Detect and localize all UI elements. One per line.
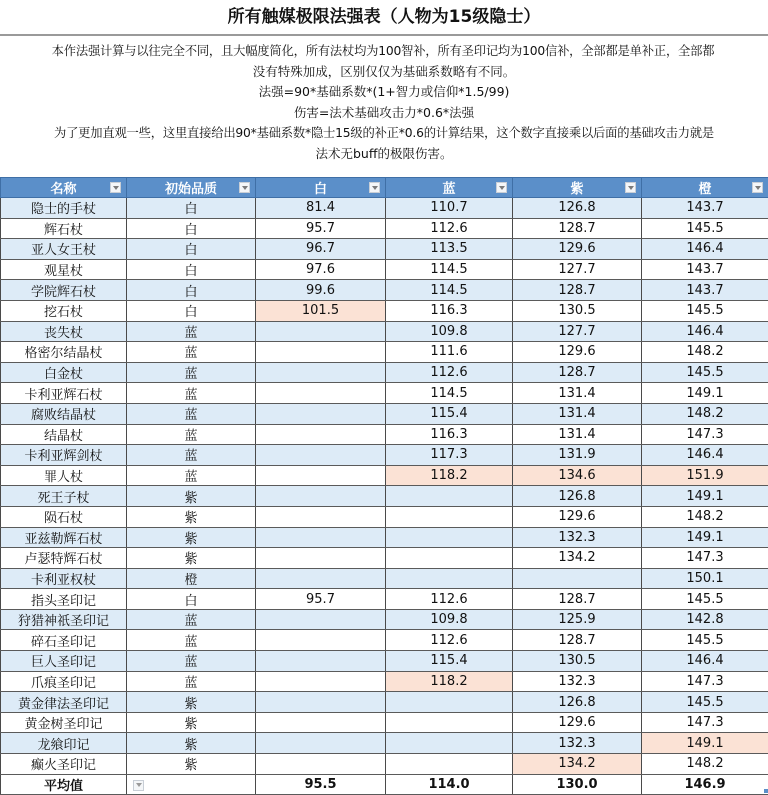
cell-purple[interactable]: 128.7: [513, 280, 642, 301]
cell-purple[interactable]: 128.7: [513, 362, 642, 383]
cell-blue[interactable]: 115.4: [386, 403, 513, 424]
cell-orange[interactable]: 142.8: [642, 609, 768, 630]
cell-blue[interactable]: [386, 712, 513, 733]
cell-white[interactable]: [256, 486, 386, 507]
cell-white[interactable]: 99.6: [256, 280, 386, 301]
cell-purple[interactable]: 125.9: [513, 609, 642, 630]
chevron-down-icon: [372, 186, 378, 190]
cell-quality[interactable]: 白: [127, 218, 256, 239]
cell-white[interactable]: [256, 671, 386, 692]
cell-white[interactable]: [256, 548, 386, 569]
cell-purple[interactable]: 132.3: [513, 527, 642, 548]
description-line: 为了更加直观一些，这里直接给出90*基础系数*隐士15级的补正*0.6的计算结果，这个数字直接乘以后面的基础攻击力就是: [0, 123, 768, 144]
cell-white[interactable]: [256, 506, 386, 527]
table-row: [1, 568, 768, 589]
cell-blue[interactable]: 113.5: [386, 239, 513, 260]
table-row: [1, 198, 768, 219]
table-row: [1, 527, 768, 548]
cell-quality[interactable]: 蓝: [127, 403, 256, 424]
cell-purple[interactable]: 128.7: [513, 218, 642, 239]
cell-name[interactable]: 卡利亚权杖: [1, 568, 127, 589]
cell-blue[interactable]: [386, 506, 513, 527]
table-row: [1, 383, 768, 404]
chevron-down-icon: [628, 186, 634, 190]
filter-dropdown-button[interactable]: [110, 182, 121, 193]
cell-orange[interactable]: 146.4: [642, 445, 768, 466]
cell-orange[interactable]: 145.5: [642, 589, 768, 610]
cell-purple[interactable]: 128.7: [513, 589, 642, 610]
cell-orange[interactable]: 147.3: [642, 712, 768, 733]
table-row: [1, 321, 768, 342]
cell-purple[interactable]: 127.7: [513, 321, 642, 342]
column-header-name[interactable]: [1, 178, 127, 198]
cell-blue[interactable]: [386, 568, 513, 589]
cell-name[interactable]: 辉石杖: [1, 218, 127, 239]
cell-name[interactable]: 腐败结晶杖: [1, 403, 127, 424]
cell-blue[interactable]: 114.5: [386, 383, 513, 404]
cell-orange[interactable]: 146.4: [642, 651, 768, 672]
average-row: [1, 774, 768, 795]
cell-blue[interactable]: 112.6: [386, 218, 513, 239]
column-header-blue[interactable]: [386, 178, 513, 198]
cell-purple[interactable]: 134.2: [513, 548, 642, 569]
cell-name[interactable]: 亚兹勒辉石杖: [1, 527, 127, 548]
cell-white[interactable]: [256, 465, 386, 486]
cell-orange[interactable]: 149.1: [642, 486, 768, 507]
cell-orange[interactable]: 149.1: [642, 733, 768, 754]
cell-name[interactable]: 黄金树圣印记: [1, 712, 127, 733]
cell-white[interactable]: [256, 754, 386, 775]
cell-name[interactable]: 隐士的手杖: [1, 198, 127, 219]
cell-quality[interactable]: 蓝: [127, 362, 256, 383]
cell-orange[interactable]: 147.3: [642, 424, 768, 445]
column-header-purple[interactable]: [513, 178, 642, 198]
cell-name[interactable]: 格密尔结晶杖: [1, 342, 127, 363]
table-row: [1, 754, 768, 775]
cell-name[interactable]: 丧失杖: [1, 321, 127, 342]
cell-orange[interactable]: 146.4: [642, 321, 768, 342]
cell-orange[interactable]: 146.4: [642, 239, 768, 260]
cell-blue[interactable]: [386, 692, 513, 713]
cell-orange[interactable]: 148.2: [642, 754, 768, 775]
table-row: [1, 259, 768, 280]
cell-name[interactable]: 陨石杖: [1, 506, 127, 527]
cell-blue[interactable]: 116.3: [386, 424, 513, 445]
table-row: [1, 424, 768, 445]
cell-blue[interactable]: 112.6: [386, 362, 513, 383]
cell-white[interactable]: [256, 445, 386, 466]
filter-dropdown-button[interactable]: [496, 182, 507, 193]
cell-white[interactable]: [256, 383, 386, 404]
cell-quality[interactable]: 紫: [127, 754, 256, 775]
cell-quality[interactable]: 紫: [127, 527, 256, 548]
cell-quality[interactable]: 蓝: [127, 342, 256, 363]
table-row: [1, 733, 768, 754]
column-header-label: 白: [314, 178, 327, 197]
total-row-dropdown-button[interactable]: [133, 780, 144, 791]
cell-blue[interactable]: 118.2: [386, 671, 513, 692]
cell-quality[interactable]: 蓝: [127, 321, 256, 342]
cell-orange[interactable]: 149.1: [642, 527, 768, 548]
column-header-label: 橙: [698, 178, 711, 197]
chevron-down-icon: [755, 186, 761, 190]
table-row: [1, 671, 768, 692]
table-row: [1, 506, 768, 527]
cell-purple[interactable]: 129.6: [513, 712, 642, 733]
cell-quality[interactable]: 紫: [127, 548, 256, 569]
cell-white[interactable]: [256, 733, 386, 754]
cell-quality[interactable]: 紫: [127, 712, 256, 733]
average-quality-cell[interactable]: [127, 774, 256, 795]
cell-white[interactable]: [256, 362, 386, 383]
cell-white[interactable]: 95.7: [256, 589, 386, 610]
cell-quality[interactable]: 白: [127, 589, 256, 610]
cell-white[interactable]: [256, 712, 386, 733]
cell-purple[interactable]: 126.8: [513, 486, 642, 507]
cell-orange[interactable]: 145.5: [642, 630, 768, 651]
filter-dropdown-button[interactable]: [239, 182, 250, 193]
cell-blue[interactable]: 109.8: [386, 609, 513, 630]
cell-purple[interactable]: 128.7: [513, 630, 642, 651]
cell-orange[interactable]: 148.2: [642, 342, 768, 363]
description-line: 本作法强计算与以往完全不同，且大幅度简化，所有法杖均为100智补，所有圣印记均为100信补，全部都是单补正，全部都: [0, 41, 768, 62]
chevron-down-icon: [499, 186, 505, 190]
table-row: [1, 239, 768, 260]
cell-purple[interactable]: 130.5: [513, 651, 642, 672]
table-row: [1, 630, 768, 651]
cell-orange[interactable]: 143.7: [642, 259, 768, 280]
cell-name[interactable]: 巨人圣印记: [1, 651, 127, 672]
formula-damage: 伤害=法术基础攻击力*0.6*法强: [0, 103, 768, 124]
table-row: [1, 300, 768, 321]
table-row: [1, 465, 768, 486]
cell-blue[interactable]: 112.6: [386, 630, 513, 651]
cell-orange[interactable]: 147.3: [642, 671, 768, 692]
cell-quality[interactable]: 蓝: [127, 609, 256, 630]
cell-quality[interactable]: 蓝: [127, 424, 256, 445]
table-row: [1, 362, 768, 383]
cell-quality[interactable]: 橙: [127, 568, 256, 589]
cell-orange[interactable]: 149.1: [642, 383, 768, 404]
cell-name[interactable]: 龙飨印记: [1, 733, 127, 754]
cell-quality[interactable]: 蓝: [127, 445, 256, 466]
chevron-down-icon: [136, 783, 142, 787]
cell-orange[interactable]: 143.7: [642, 198, 768, 219]
cell-purple[interactable]: 132.3: [513, 671, 642, 692]
description-line: 法术无buff的极限伤害。: [0, 144, 768, 165]
cell-quality[interactable]: 白: [127, 198, 256, 219]
cell-white[interactable]: 81.4: [256, 198, 386, 219]
cell-name[interactable]: 指头圣印记: [1, 589, 127, 610]
cell-name[interactable]: 罪人杖: [1, 465, 127, 486]
cell-blue[interactable]: 115.4: [386, 651, 513, 672]
cell-white[interactable]: [256, 692, 386, 713]
cell-blue[interactable]: [386, 527, 513, 548]
cell-blue[interactable]: [386, 548, 513, 569]
cell-name[interactable]: 卡利亚辉石杖: [1, 383, 127, 404]
chevron-down-icon: [113, 186, 119, 190]
filter-dropdown-button[interactable]: [625, 182, 636, 193]
cell-blue[interactable]: 109.8: [386, 321, 513, 342]
cell-name[interactable]: 狩猎神祇圣印记: [1, 609, 127, 630]
cell-orange[interactable]: 145.5: [642, 300, 768, 321]
cell-quality[interactable]: 蓝: [127, 651, 256, 672]
cell-purple[interactable]: 129.6: [513, 342, 642, 363]
cell-blue[interactable]: 114.5: [386, 259, 513, 280]
cell-purple[interactable]: [513, 568, 642, 589]
table-row: [1, 280, 768, 301]
cell-purple[interactable]: 129.6: [513, 239, 642, 260]
cell-quality[interactable]: 白: [127, 239, 256, 260]
column-header-label: 蓝: [442, 178, 455, 197]
column-header-white[interactable]: [256, 178, 386, 198]
table-row: [1, 589, 768, 610]
cell-name[interactable]: 结晶杖: [1, 424, 127, 445]
cell-white[interactable]: [256, 609, 386, 630]
cell-white[interactable]: [256, 630, 386, 651]
cell-name[interactable]: 白金杖: [1, 362, 127, 383]
cell-name[interactable]: 学院辉石杖: [1, 280, 127, 301]
filter-dropdown-button[interactable]: [369, 182, 380, 193]
table-row: [1, 486, 768, 507]
cell-purple[interactable]: 132.3: [513, 733, 642, 754]
table-row: [1, 692, 768, 713]
cell-purple[interactable]: 131.9: [513, 445, 642, 466]
cell-quality[interactable]: 蓝: [127, 465, 256, 486]
cell-name[interactable]: 挖石杖: [1, 300, 127, 321]
cell-quality[interactable]: 紫: [127, 506, 256, 527]
cell-blue[interactable]: [386, 486, 513, 507]
table-row: [1, 712, 768, 733]
cell-white[interactable]: [256, 424, 386, 445]
cell-orange[interactable]: 143.7: [642, 280, 768, 301]
cell-white[interactable]: 97.6: [256, 259, 386, 280]
cell-white[interactable]: [256, 527, 386, 548]
table-row: [1, 609, 768, 630]
cell-quality[interactable]: 紫: [127, 486, 256, 507]
cell-name[interactable]: 卡利亚辉剑杖: [1, 445, 127, 466]
cell-name[interactable]: 癫火圣印记: [1, 754, 127, 775]
column-header-label: 初始品质: [165, 178, 217, 197]
cell-quality[interactable]: 蓝: [127, 671, 256, 692]
average-purple: 130.0: [513, 774, 642, 795]
cell-name[interactable]: 爪痕圣印记: [1, 671, 127, 692]
cell-white[interactable]: 95.7: [256, 218, 386, 239]
cell-white[interactable]: [256, 651, 386, 672]
cell-purple[interactable]: 126.8: [513, 692, 642, 713]
cell-orange[interactable]: 145.5: [642, 218, 768, 239]
cell-purple[interactable]: 131.4: [513, 403, 642, 424]
cell-white[interactable]: [256, 342, 386, 363]
cell-purple[interactable]: 127.7: [513, 259, 642, 280]
column-header-label: 名称: [50, 178, 76, 197]
cell-blue[interactable]: 111.6: [386, 342, 513, 363]
cell-purple[interactable]: 130.5: [513, 300, 642, 321]
cell-orange[interactable]: 150.1: [642, 568, 768, 589]
column-header-quality[interactable]: [127, 178, 256, 198]
cell-blue[interactable]: 114.5: [386, 280, 513, 301]
table-header-row: [1, 178, 768, 198]
cell-name[interactable]: 观星杖: [1, 259, 127, 280]
average-blue: 114.0: [386, 774, 513, 795]
cell-name[interactable]: 碎石圣印记: [1, 630, 127, 651]
catalyst-table: [0, 177, 768, 795]
cell-purple[interactable]: 134.6: [513, 465, 642, 486]
cell-blue[interactable]: 112.6: [386, 589, 513, 610]
cell-quality[interactable]: 蓝: [127, 383, 256, 404]
formula-spell-power: 法强=90*基础系数*(1+智力或信仰*1.5/99): [0, 82, 768, 103]
cell-blue[interactable]: 116.3: [386, 300, 513, 321]
page-title: 所有触媒极限法强表（人物为15级隐士）: [0, 0, 768, 34]
column-header-label: 紫: [570, 178, 583, 197]
column-header-orange[interactable]: [642, 178, 768, 198]
table-row: [1, 548, 768, 569]
average-white: 95.5: [256, 774, 386, 795]
cell-quality[interactable]: 紫: [127, 692, 256, 713]
cell-orange[interactable]: 148.2: [642, 506, 768, 527]
cell-blue[interactable]: 118.2: [386, 465, 513, 486]
cell-purple[interactable]: 129.6: [513, 506, 642, 527]
cell-orange[interactable]: 148.2: [642, 403, 768, 424]
cell-orange[interactable]: 151.9: [642, 465, 768, 486]
table-resize-handle[interactable]: [764, 789, 768, 793]
cell-name[interactable]: 卢瑟特辉石杖: [1, 548, 127, 569]
cell-white[interactable]: [256, 568, 386, 589]
cell-quality[interactable]: 白: [127, 280, 256, 301]
cell-name[interactable]: 黄金律法圣印记: [1, 692, 127, 713]
table-row: [1, 342, 768, 363]
cell-blue[interactable]: [386, 754, 513, 775]
cell-name[interactable]: 亚人女王杖: [1, 239, 127, 260]
cell-white[interactable]: 96.7: [256, 239, 386, 260]
cell-white[interactable]: [256, 403, 386, 424]
description-block: [0, 36, 768, 170]
cell-quality[interactable]: 白: [127, 259, 256, 280]
filter-dropdown-button[interactable]: [752, 182, 763, 193]
cell-name[interactable]: 死王子杖: [1, 486, 127, 507]
cell-orange[interactable]: 145.5: [642, 362, 768, 383]
cell-blue[interactable]: [386, 733, 513, 754]
cell-white[interactable]: [256, 321, 386, 342]
chevron-down-icon: [242, 186, 248, 190]
cell-purple[interactable]: 131.4: [513, 383, 642, 404]
cell-quality[interactable]: 紫: [127, 733, 256, 754]
cell-orange[interactable]: 145.5: [642, 692, 768, 713]
average-label: 平均值: [1, 774, 127, 795]
description-line: 没有特殊加成，区别仅仅为基础系数略有不同。: [0, 62, 768, 83]
cell-blue[interactable]: 117.3: [386, 445, 513, 466]
cell-quality[interactable]: 白: [127, 300, 256, 321]
cell-orange[interactable]: 147.3: [642, 548, 768, 569]
cell-blue[interactable]: 110.7: [386, 198, 513, 219]
cell-purple[interactable]: 131.4: [513, 424, 642, 445]
average-orange: 146.9: [642, 774, 768, 795]
cell-quality[interactable]: 蓝: [127, 630, 256, 651]
table-row: [1, 218, 768, 239]
cell-white[interactable]: 101.5: [256, 300, 386, 321]
table-row: [1, 403, 768, 424]
table-row: [1, 651, 768, 672]
cell-purple[interactable]: 134.2: [513, 754, 642, 775]
table-row: [1, 445, 768, 466]
cell-purple[interactable]: 126.8: [513, 198, 642, 219]
